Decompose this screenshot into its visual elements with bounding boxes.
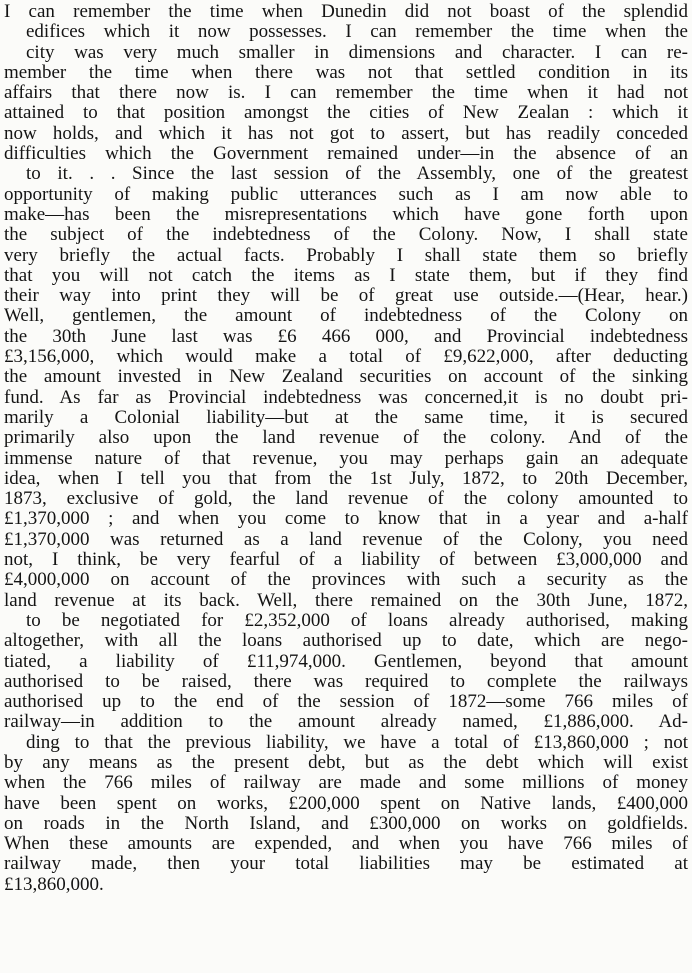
text-line: primarily also upon the land revenue of the colony. And of the <box>4 428 688 449</box>
text-line: 1873, exclusive of gold, the land revenue of the colony amounted to <box>4 489 688 510</box>
text-line: now holds, and which it has not got to assert, but has readily conceded <box>4 123 688 144</box>
text-line: by any means as the present debt, but as the debt which will exist <box>4 752 688 773</box>
text-line: ding to that the previous liability, we have a total of £13,860,000 ; not <box>26 732 688 753</box>
text-line: city was very much smaller in dimensions and character. I can re- <box>26 42 688 63</box>
text-line: authorised up to the end of the session of 1872—some 766 miles of <box>4 692 688 713</box>
text-line: that you will not catch the items as I state them, but if they find <box>4 265 688 286</box>
text-line: edifices which it now possesses. I can remember the time when the <box>26 22 688 43</box>
text-line: Well, gentlemen, the amount of indebtedness of the Colony on <box>4 306 688 327</box>
text-line: land revenue at its back. Well, there remained on the 30th June, 1872, <box>4 590 688 611</box>
text-line: their way into print they will be of great use outside.—(Hear, hear.) <box>4 286 688 307</box>
text-line: to be negotiated for £2,352,000 of loans already authorised, making <box>26 610 688 631</box>
text-line: £4,000,000 on account of the provinces with such a security as the <box>4 570 688 591</box>
text-line: on roads in the North Island, and £300,000 on works on goldfields. <box>4 813 688 834</box>
text-line: difficulties which the Government remained under—in the absence of an <box>4 144 688 165</box>
text-line: not, I think, be very fearful of a liability of between £3,000,000 and <box>4 550 688 571</box>
newspaper-column <box>4 2 688 895</box>
text-line: £1,370,000 ; and when you come to know that in a year and a-half <box>4 509 688 530</box>
text-line: when the 766 miles of railway are made and some millions of money <box>4 773 688 794</box>
text-line: idea, when I tell you that from the 1st July, 1872, to 20th December, <box>4 468 688 489</box>
text-line: opportunity of making public utterances such as I am now able to <box>4 184 688 205</box>
text-line: £1,370,000 was returned as a land revenue of the Colony, you need <box>4 529 688 550</box>
text-line: altogether, with all the loans authorised up to date, which are nego- <box>4 631 688 652</box>
text-line: very briefly the actual facts. Probably I shall state them so briefly <box>4 245 688 266</box>
text-line: the subject of the indebtedness of the Colony. Now, I shall state <box>4 225 688 246</box>
text-line: authorised to be raised, there was required to complete the railways <box>4 671 688 692</box>
text-line: member the time when there was not that settled condition in its <box>4 62 688 83</box>
text-line: railway—in addition to the amount already named, £1,886,000. Ad- <box>4 712 688 733</box>
text-line: the amount invested in New Zealand securities on account of the sinking <box>4 367 688 388</box>
text-line: affairs that there now is. I can remember the time when it had not <box>4 83 688 104</box>
text-line: have been spent on works, £200,000 spent on Native lands, £400,000 <box>4 793 688 814</box>
text-line: make—has been the misrepresentations which have gone forth upon <box>4 204 688 225</box>
text-line: When these amounts are expended, and when you have 766 miles of <box>4 834 688 855</box>
text-line: to it. . . Since the last session of the Assembly, one of the greatest <box>26 164 688 185</box>
text-line: tiated, a liability of £11,974,000. Gentlemen, beyond that amount <box>4 651 688 672</box>
text-line: £3,156,000, which would make a total of £9,622,000, after deducting <box>4 347 688 368</box>
text-line: I can remember the time when Dunedin did not boast of the splendid <box>4 2 688 22</box>
text-line: £13,860,000. <box>4 874 104 895</box>
article-paragraph <box>4 2 688 895</box>
text-line: attained to that position amongst the cities of New Zealan : which it <box>4 103 688 124</box>
text-line: the 30th June last was £6 466 000, and Provincial indebtedness <box>4 326 688 347</box>
text-line: fund. As far as Provincial indebtedness was concerned,it is no doubt pri- <box>4 387 688 408</box>
text-line: immense nature of that revenue, you may perhaps gain an adequate <box>4 448 688 469</box>
text-line: railway made, then your total liabilities may be estimated at <box>4 854 688 875</box>
text-line: marily a Colonial liability—but at the same time, it is secured <box>4 407 688 428</box>
